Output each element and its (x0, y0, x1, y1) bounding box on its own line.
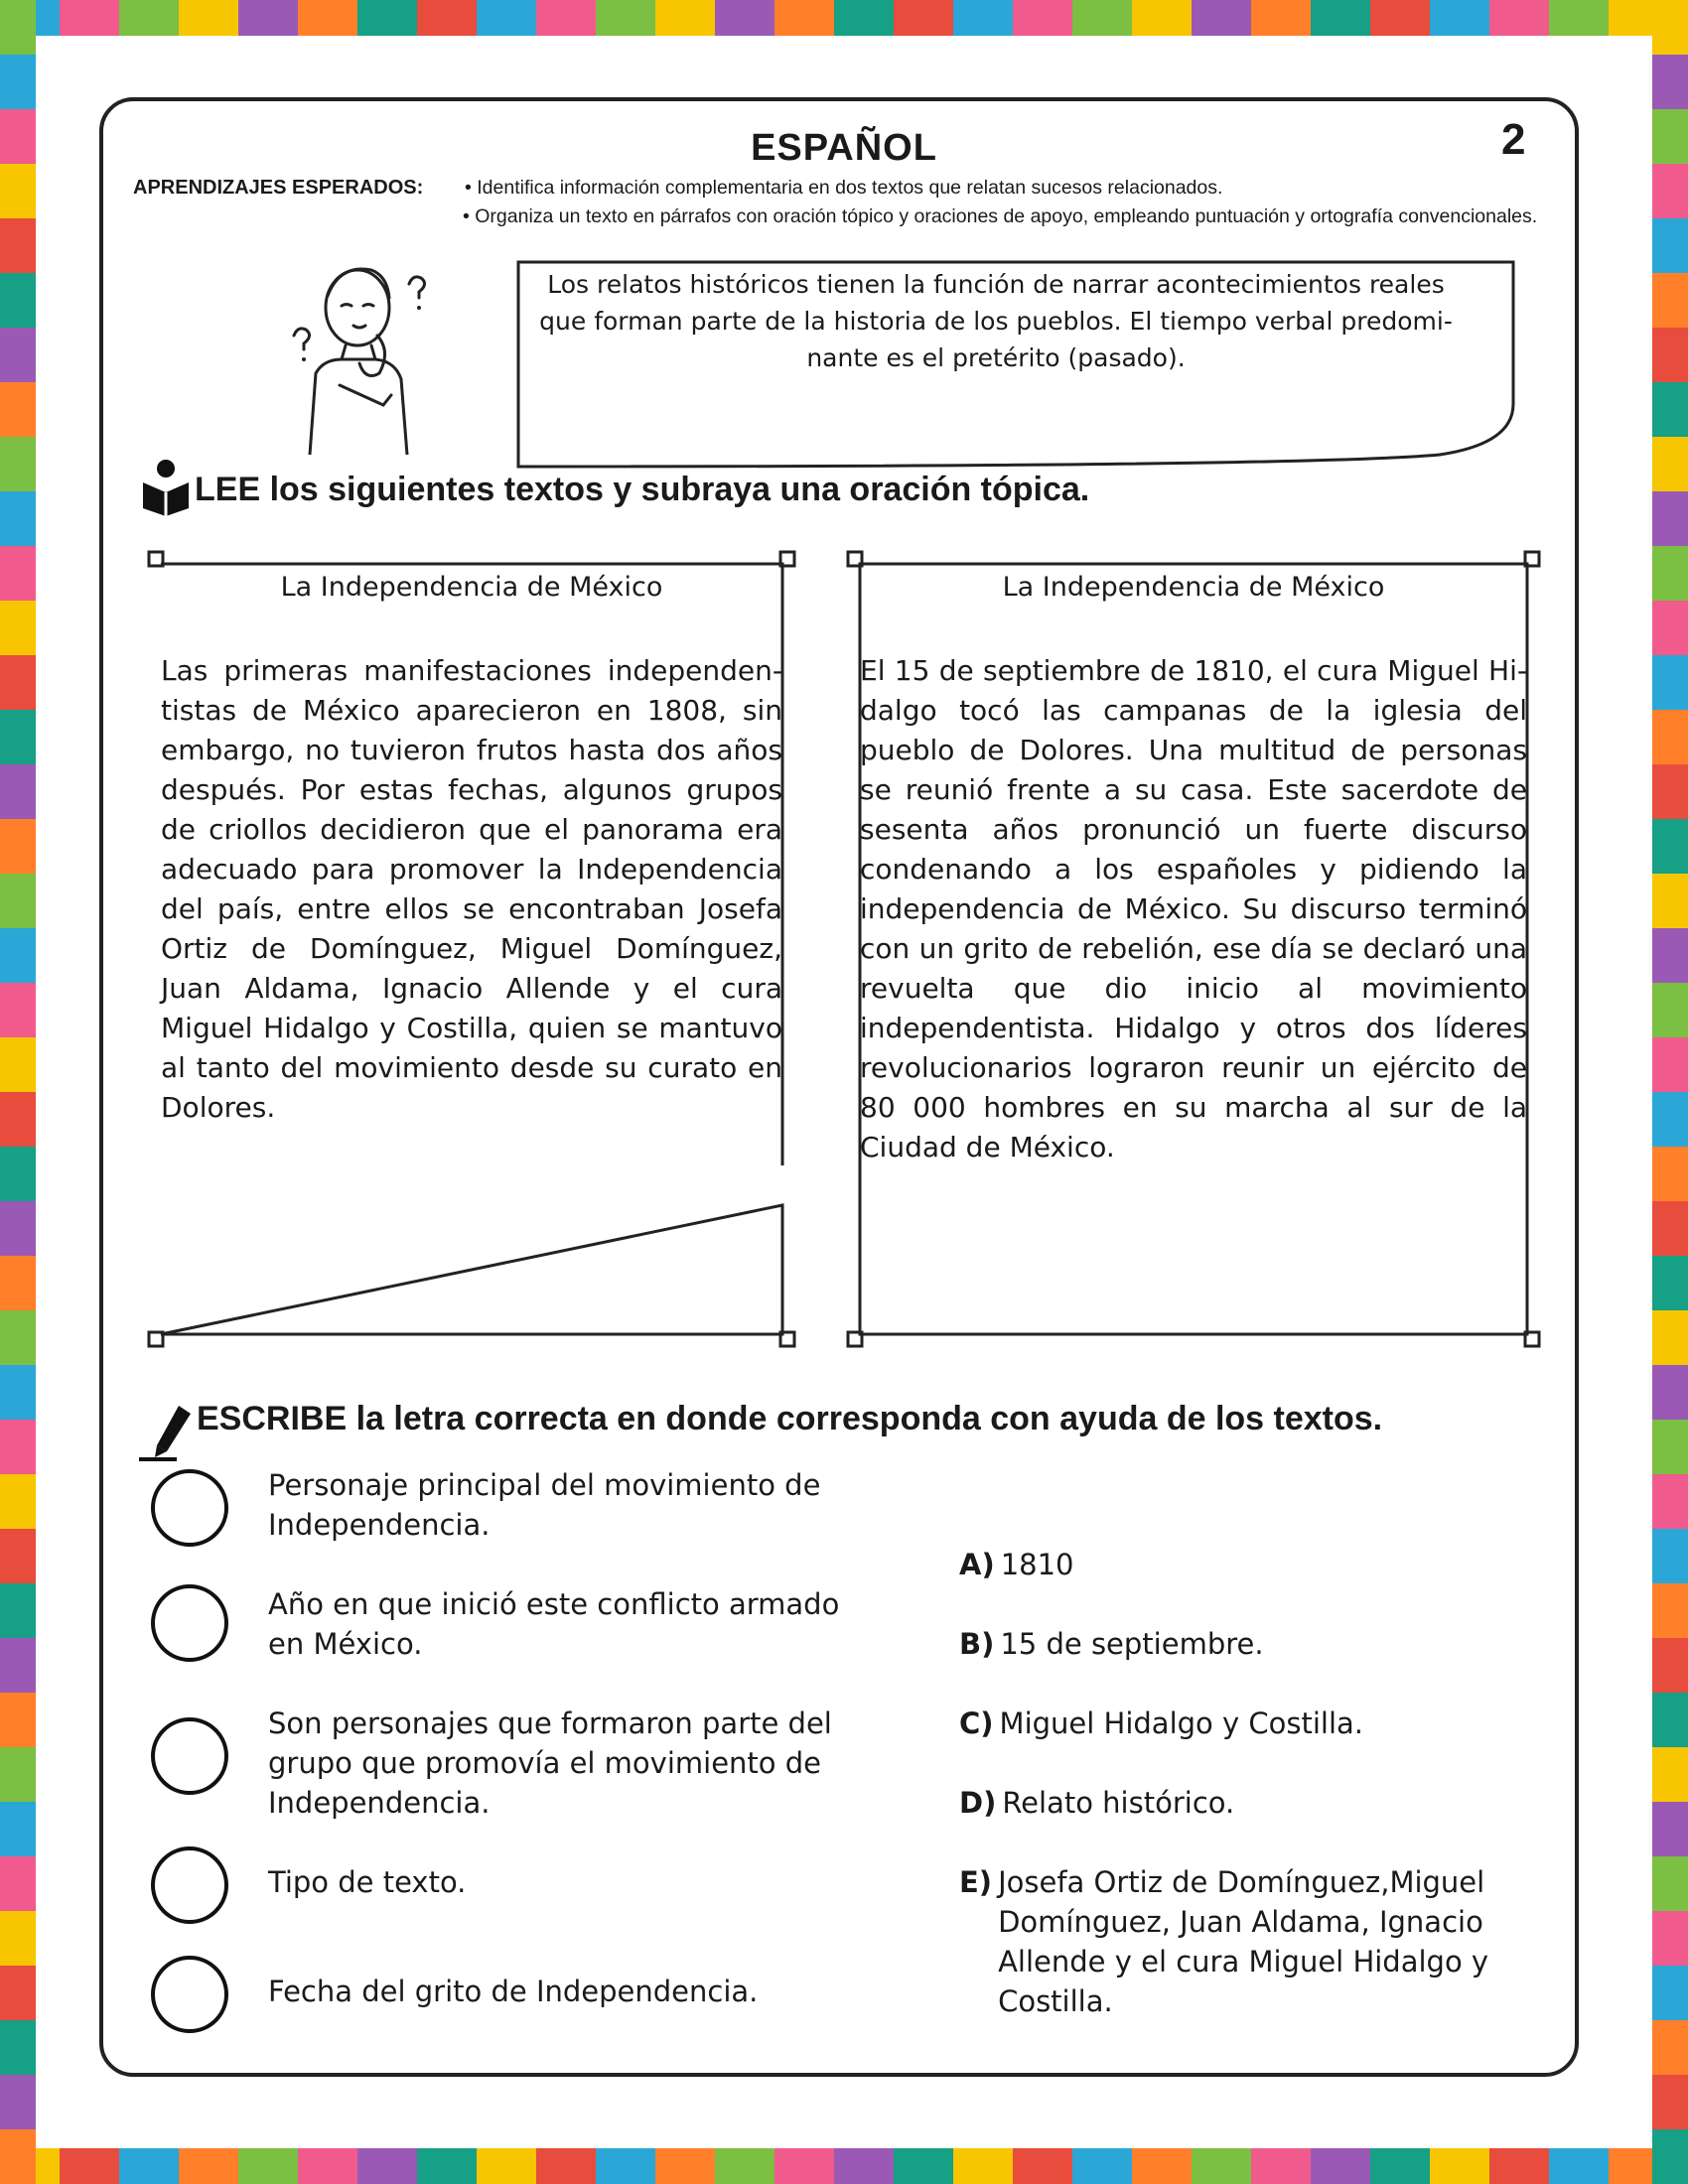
learning-label: APRENDIZAJES ESPERADOS: (133, 177, 424, 199)
answer-circle-5[interactable] (151, 1956, 228, 2033)
answer-option-b (959, 1624, 1515, 1664)
instruction-read: LEE los siguientes textos y subraya una oración tópica. (195, 471, 1090, 508)
reading-student-icon (139, 459, 193, 516)
question-2: Año en que inició este conflicto armado en México. (268, 1587, 840, 1661)
answer-option-a (959, 1545, 1515, 1584)
question-3: Son personajes que formaron parte del grupo que promovía el movimiento de Independencia. (268, 1706, 832, 1820)
pencil-icon (137, 1402, 199, 1463)
question-5: Fecha del grito de Independencia. (268, 1975, 759, 2008)
answer-letter-e: E) (959, 1865, 993, 1899)
text-body-right: El 15 de septiembre de 1810, el cura Miguel Hidalgo tocó las campanas de la iglesia del pueblo de Dolores. Una multitud de personas se reunió frente a su casa. Este sacerdote de sesenta años pronunció un fuerte discurso condenando a los españoles y pidiendo la independencia de México. Su discurso terminó con un grito de rebelión, ese día se declaró una revuelta que dio inicio al movimiento independentista. Hidalgo y otros dos líderes revolucionarios lograron reunir un ejército de 80 000 hombres en su marcha al sur de la Ciudad de México. (860, 654, 1527, 1163)
decorative-border-right (1652, 0, 1688, 2184)
page-number: 2 (1501, 115, 1526, 164)
instruction-write: ESCRIBE la letra correcta en donde corresponda con ayuda de los textos. (197, 1400, 1383, 1437)
answer-letter-a: A) (959, 1548, 995, 1581)
answer-letter-b: B) (959, 1627, 995, 1661)
text-panel-left (139, 542, 804, 1356)
answer-text-c: Miguel Hidalgo y Costilla. (999, 1706, 1364, 1740)
answer-text-e: Josefa Ortiz de Domínguez,Miguel Domínguez, Juan Aldama, Ignacio Allende y el cura Miguel Hidalgo y Costilla. (998, 1865, 1489, 2018)
text-title-right: La Independencia de México (1002, 572, 1385, 603)
answer-circle-3[interactable] (151, 1717, 228, 1795)
answer-option-c (959, 1704, 1515, 1743)
learning-item-2: • Organiza un texto en párrafos con oración tópico y oraciones de apoyo, empleando puntuación y ortografía convencionales. (463, 205, 1538, 227)
text-body-left: Las primeras manifestaciones independentistas de México aparecieron en 1808, sin embargo, no tuvieron frutos hasta dos años después. Por estas fechas, algunos grupos de criollos decidieron que el panorama era adecuado para promover la Independencia del país, entre ellos se encontraban Josefa Ortiz de Domínguez, Miguel Domínguez, Juan Aldama, Ignacio Allende y el cura Miguel Hidalgo y Costilla, quien se mantuvo al tanto del movimiento desde su curato en Dolores. (161, 654, 782, 1124)
thinking-boy-illustration-icon (280, 256, 449, 455)
answer-circle-4[interactable] (151, 1846, 228, 1924)
answer-text-d: Relato histórico. (1002, 1786, 1235, 1820)
answer-option-e (959, 1862, 1515, 2021)
decorative-border-left (0, 0, 36, 2184)
question-1: Personaje principal del movimiento de Independencia. (268, 1468, 821, 1542)
decorative-border-top (0, 0, 1688, 36)
learning-item-1: • Identifica información complementaria en dos textos que relatan sucesos relacionados. (465, 177, 1223, 199)
answer-text-b: 15 de septiembre. (1000, 1627, 1264, 1661)
text-title-left: La Independencia de México (280, 572, 663, 603)
answer-circle-2[interactable] (151, 1584, 228, 1662)
answer-text-a: 1810 (1000, 1548, 1074, 1581)
answer-option-d (959, 1783, 1515, 1823)
question-4: Tipo de texto. (268, 1865, 467, 1899)
decorative-border-bottom (0, 2148, 1688, 2184)
page-title: ESPAÑOL (751, 127, 937, 169)
answer-letter-d: D) (959, 1786, 997, 1820)
answer-letter-c: C) (959, 1706, 994, 1740)
info-text: Los relatos históricos tienen la función de narrar acontecimientos reales que forman parte de la historia de los pueblos. El tiempo verbal predominante es el pretérito (pasado). (539, 270, 1453, 372)
text-panel-right (838, 542, 1549, 1356)
answer-circle-1[interactable] (151, 1469, 228, 1547)
